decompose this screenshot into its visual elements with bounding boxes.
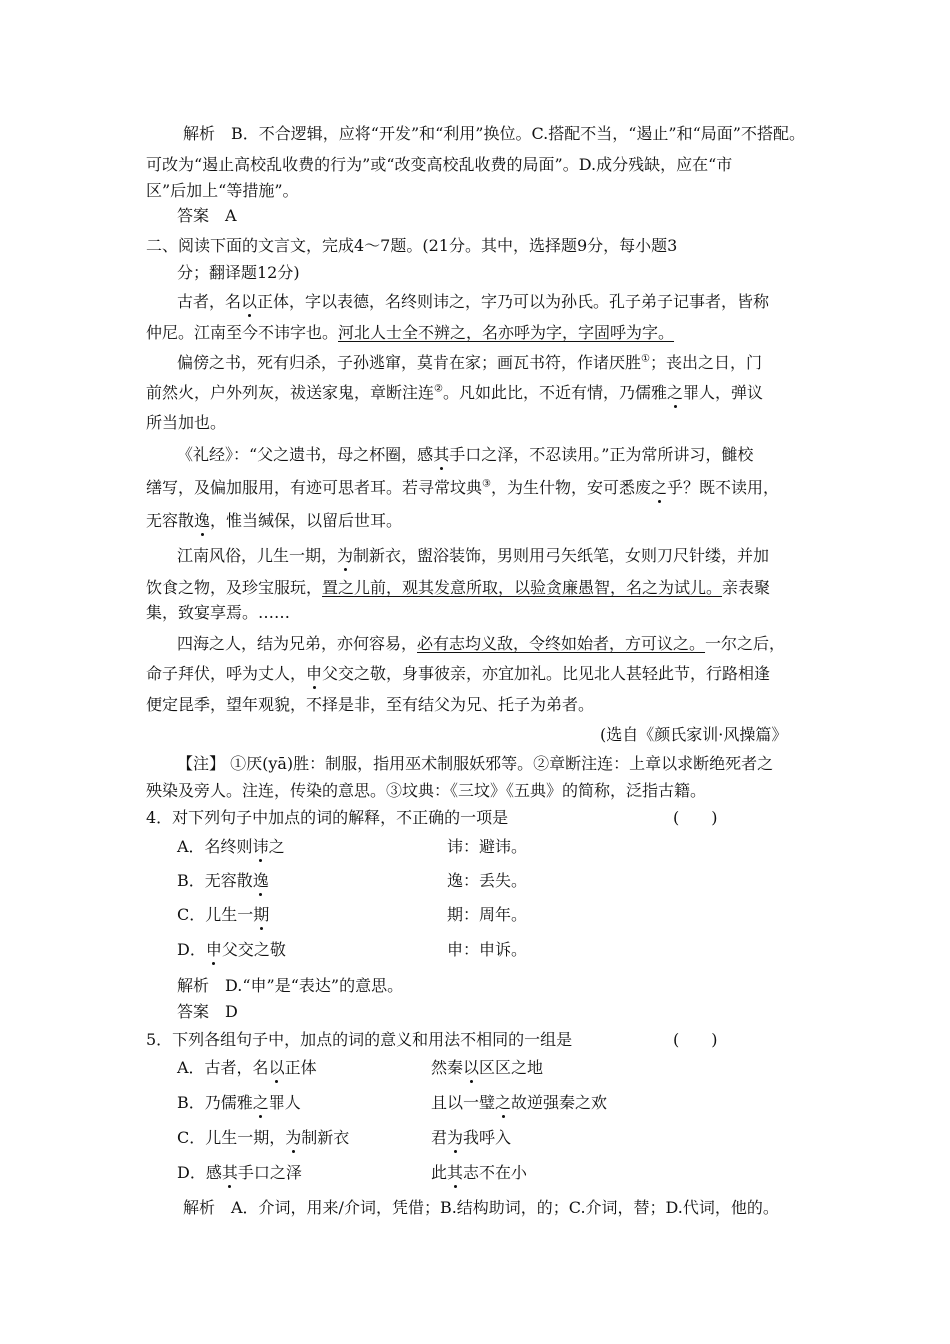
q4-option-b-explanation: 逸：丢失。 xyxy=(447,871,528,890)
section-heading: 二、阅读下面的文言文，完成4～7题。(21分。其中，选择题9分，每小题3 xyxy=(146,236,678,255)
dotted-word: 申 xyxy=(205,940,222,959)
q5-option-c-left: C．儿生一期，为制新衣 xyxy=(177,1128,350,1147)
dotted-word: 为 xyxy=(285,1128,302,1147)
passage-source: (选自《颜氏家训·风操篇》 xyxy=(600,725,788,744)
dotted-word: 以 xyxy=(241,292,258,311)
dotted-word: 其 xyxy=(433,445,450,464)
dotted-word: 之 xyxy=(667,383,684,402)
q4-option-a-explanation: 讳：避讳。 xyxy=(447,837,528,856)
footnote-marker: ② xyxy=(434,383,443,395)
footnote-marker: ③ xyxy=(482,478,491,490)
dotted-word: 为 xyxy=(447,1128,464,1147)
q5-option-d-left: D．感其手口之泽 xyxy=(177,1163,302,1182)
passage-p3-line3: 无容散逸，惟当缄保，以留后世耳。 xyxy=(146,511,403,530)
answer-q3: 答案 A xyxy=(177,206,237,225)
q4-analysis: 解析 D.“申”是“表达”的意思。 xyxy=(177,976,404,995)
footnote-marker: ① xyxy=(641,353,650,365)
passage-p3-line2: 缮写，及偏加服用，有迹可思者耳。若寻常坟典③，为生什物，安可悉废之乎？既不读用， xyxy=(146,478,780,497)
underlined-sentence: 河北人士全不辨之，名亦呼为字，字固呼为字。 xyxy=(338,323,675,342)
dotted-word: 其 xyxy=(221,1163,238,1182)
dotted-word: 逸 xyxy=(252,871,269,890)
passage-p2-line2: 前然火，户外列灰，祓送家鬼，章断注连②。凡如此比，不近有情，乃儒雅之罪人，弹议 xyxy=(146,383,764,402)
passage-p4-line2: 饮食之物，及珍宝服玩，置之儿前，观其发意所取，以验贪廉愚智，名之为试儿。亲表聚 xyxy=(146,578,771,597)
passage-p5-line1: 四海之人，结为兄弟，亦何容易，必有志均义敌，令终如始者，方可议之。一尔之后， xyxy=(177,634,786,653)
passage-p1-line1: 古者，名以正体，字以表德，名终则讳之，字乃可以为孙氏。孔子弟子记事者，皆称 xyxy=(177,292,770,311)
passage-p2-line1: 偏傍之书，死有归杀，子孙逃窜，莫肯在家；画瓦书符，作诸厌胜①；丧出之日，门 xyxy=(177,353,762,372)
passage-p2-line3: 所当加也。 xyxy=(146,413,227,432)
passage-p3-line1: 《礼经》：“父之遗书，母之杯圈，感其手口之泽，不忍读用。”正为常所讲习，雠校 xyxy=(177,445,754,464)
dotted-word: 讳 xyxy=(252,837,269,856)
q4-option-d-explanation: 申：申诉。 xyxy=(447,940,528,959)
passage-p1-line2: 仲尼。江南至今不讳字也。河北人士全不辨之，名亦呼为字，字固呼为字。 xyxy=(146,323,675,342)
q4-option-c: C．儿生一期 xyxy=(177,905,270,924)
notes-line1: 【注】 ①厌(yā)胜：制服，指用巫术制服妖邪等。②章断注连：上章以求断绝死者之 xyxy=(177,754,774,773)
q4-answer: 答案 D xyxy=(177,1002,238,1021)
underlined-sentence: 置之儿前，观其发意所取，以验贪廉愚智，名之为试儿。 xyxy=(322,578,723,597)
dotted-word: 其 xyxy=(447,1163,464,1182)
dotted-word: 之 xyxy=(495,1093,512,1112)
dotted-word: 之 xyxy=(252,1093,269,1112)
dotted-word: 期 xyxy=(253,905,270,924)
q4-option-c-explanation: 期：周年。 xyxy=(447,905,528,924)
dotted-word: 为 xyxy=(337,546,354,565)
dotted-word: 之 xyxy=(651,478,668,497)
passage-p4-line3: 集，致宴享焉。…… xyxy=(146,603,291,622)
answer-bracket: ( ) xyxy=(673,1030,718,1049)
q5-option-a-left: A．古者，名以正体 xyxy=(177,1058,317,1077)
q4-option-b: B．无容散逸 xyxy=(177,871,269,890)
analysis-q3-line2: 可改为“遏止高校乱收费的行为”或“改变高校乱收费的局面”。D.成分残缺，应在“市 xyxy=(146,155,733,174)
dotted-word: 以 xyxy=(463,1058,480,1077)
question-4-stem: 4．对下列句子中加点的词的解释，不正确的一项是 xyxy=(146,808,509,827)
passage-p5-line3: 便定昆季，望年观貌，不择是非，至有结父为兄、托子为弟者。 xyxy=(146,695,595,714)
notes-line2: 殃染及旁人。注连，传染的意思。③坟典：《三坟》《五典》的简称，泛指古籍。 xyxy=(146,781,707,800)
q5-option-c-right: 君为我呼入 xyxy=(431,1128,512,1147)
dotted-word: 申 xyxy=(306,664,323,683)
dotted-word: 逸 xyxy=(194,511,211,530)
passage-p5-line2: 命子拜伏，呼为丈人，申父交之敬，身事彼亲，亦宜加礼。比见北人甚轻此节，行路相逢 xyxy=(146,664,771,683)
analysis-q3-line1: 解析 B．不合逻辑，应将“开发”和“利用”换位。C.搭配不当，“遏止”和“局面”不搭配。 xyxy=(183,124,805,143)
q5-option-d-right: 此其志不在小 xyxy=(431,1163,528,1182)
underlined-sentence: 必有志均义敌，令终如始者，方可议之。 xyxy=(417,634,706,653)
analysis-q3-line3: 区”后加上“等措施”。 xyxy=(146,181,299,200)
q5-option-a-right: 然秦以区区之地 xyxy=(431,1058,544,1077)
q5-analysis: 解析 A．介词，用来/介词，凭借；B.结构助词，的；C.介词，替；D.代词，他的。 xyxy=(183,1198,779,1217)
dotted-word: 以 xyxy=(268,1058,285,1077)
q4-option-a: A．名终则讳之 xyxy=(177,837,285,856)
question-5-stem: 5．下列各组句子中，加点的词的意义和用法不相同的一组是 xyxy=(146,1030,573,1049)
answer-bracket: ( ) xyxy=(673,808,718,827)
passage-p4-line1: 江南风俗，儿生一期，为制新衣，盥浴装饰，男则用弓矢纸笔，女则刀尺针缕，并加 xyxy=(177,546,770,565)
q5-option-b-left: B．乃儒雅之罪人 xyxy=(177,1093,301,1112)
section-heading-cont: 分；翻译题12分) xyxy=(177,263,300,282)
q4-option-d: D．申父交之敬 xyxy=(177,940,286,959)
q5-option-b-right: 且以一璧之故逆强秦之欢 xyxy=(431,1093,608,1112)
